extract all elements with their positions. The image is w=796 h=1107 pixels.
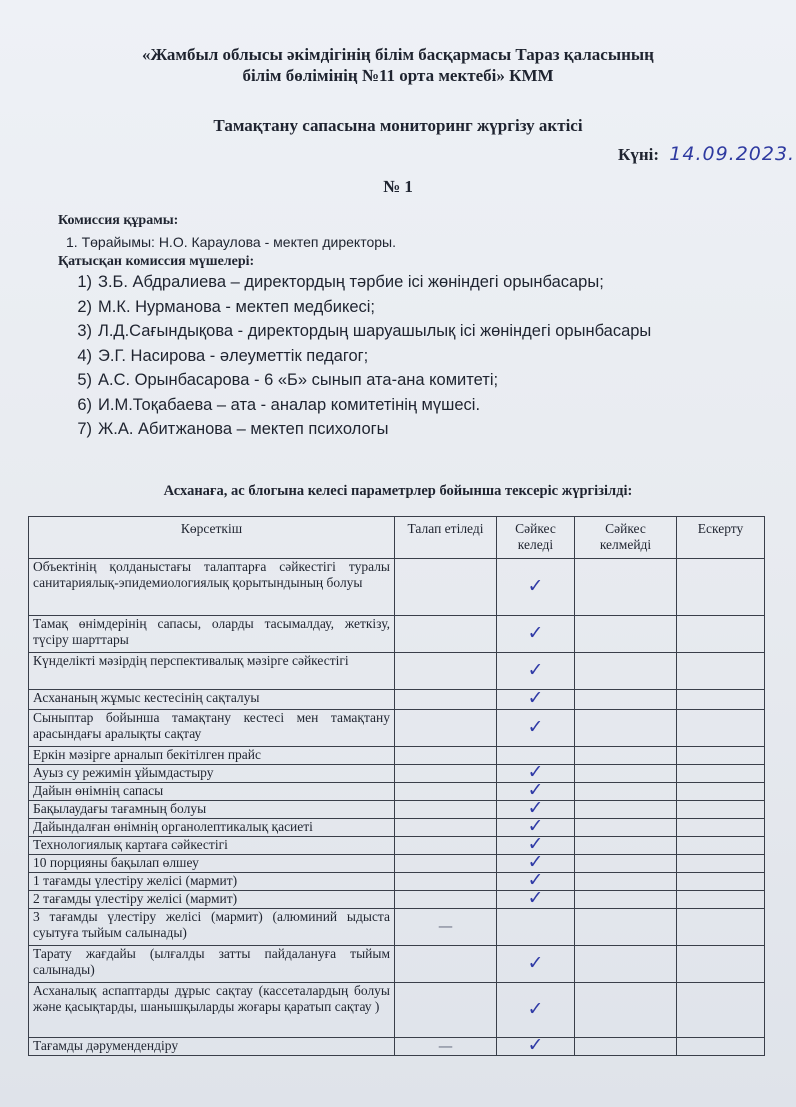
table-row <box>29 819 765 837</box>
table-body <box>29 559 765 1056</box>
match-cell <box>497 909 575 946</box>
required-cell <box>395 873 497 891</box>
checkmark-icon: ✓ <box>527 797 544 820</box>
note-cell <box>677 946 765 983</box>
nomatch-cell <box>575 983 677 1038</box>
note-cell <box>677 783 765 801</box>
note-cell <box>677 653 765 690</box>
nomatch-cell <box>575 653 677 690</box>
checkmark-icon: ✓ <box>527 621 544 644</box>
match-cell <box>497 653 575 690</box>
required-cell <box>395 983 497 1038</box>
member-item <box>60 368 651 393</box>
date-label: Күні: <box>618 145 660 164</box>
indicator-cell: Сыныптар бойынша тамақтану кестесі мен тамақтану арасындағы аралықты сақтау <box>29 710 395 747</box>
commission-chair: 1. Төрайымы: Н.О. Караулова - мектеп директоры. <box>66 234 396 250</box>
indicator-cell: Күнделікті мәзірдің перспективалық мәзірге сәйкестігі <box>29 653 395 690</box>
note-cell <box>677 819 765 837</box>
member-item <box>60 319 651 344</box>
indicator-cell: Технологиялық картаға сәйкестігі <box>29 837 395 855</box>
match-cell <box>497 710 575 747</box>
table-row <box>29 873 765 891</box>
required-cell <box>395 909 497 946</box>
note-cell <box>677 747 765 765</box>
table-row <box>29 891 765 909</box>
organization-title-line1: «Жамбыл облысы әкімдігінің білім басқармасы Тараз қаласының <box>142 45 654 64</box>
required-cell <box>395 837 497 855</box>
member-number: 3) <box>77 322 92 340</box>
required-cell <box>395 891 497 909</box>
required-cell <box>395 1038 497 1056</box>
note-cell <box>677 710 765 747</box>
members-label: Қатысқан комиссия мүшелері: <box>58 254 255 269</box>
indicator-cell: Объектінің қолданыстағы талаптарға сәйкестігі туралы санитариялық-эпидемиологиялық қорытындының болуы <box>29 559 395 616</box>
dash-mark: — <box>438 917 453 936</box>
match-cell <box>497 1034 575 1057</box>
note-cell <box>677 873 765 891</box>
checkmark-icon: ✓ <box>527 997 544 1020</box>
match-cell <box>497 983 575 1038</box>
note-cell <box>677 801 765 819</box>
member-item <box>60 270 651 295</box>
indicator-cell: Тарату жағдайы (ылғалды затты пайдалануға тыйым салынады) <box>29 946 395 983</box>
note-cell <box>677 765 765 783</box>
nomatch-cell <box>575 783 677 801</box>
checkmark-icon: ✓ <box>527 833 544 856</box>
table-row <box>29 1038 765 1056</box>
nomatch-cell <box>575 891 677 909</box>
nomatch-cell <box>575 946 677 983</box>
members-list <box>60 270 651 442</box>
note-cell <box>677 909 765 946</box>
table-row <box>29 983 765 1038</box>
checkmark-icon: ✓ <box>527 761 544 784</box>
table-row <box>29 710 765 747</box>
indicator-cell: Ауыз су режимін ұйымдастыру <box>29 765 395 783</box>
member-number: 6) <box>77 395 92 414</box>
nomatch-cell <box>575 837 677 855</box>
checkmark-icon: ✓ <box>527 1034 544 1057</box>
nomatch-cell <box>575 819 677 837</box>
member-text: Э.Г. Насирова - әлеуметтік педагог; <box>98 346 369 365</box>
checkmark-icon: ✓ <box>527 658 544 681</box>
member-text: З.Б. Абдралиева – директордың тәрбие ісі жөніндегі орынбасары; <box>98 273 604 291</box>
table-row <box>29 690 765 710</box>
required-cell <box>395 855 497 873</box>
act-number: № 1 <box>383 177 413 196</box>
match-cell <box>497 559 575 616</box>
indicator-cell: Тағамды дәрумендендіру <box>29 1038 395 1056</box>
indicator-cell: Бақылаудағы тағамның болуы <box>29 801 395 819</box>
member-text: Л.Д.Сағындықова - директордың шаруашылық ісі жөніндегі орынбасары <box>98 322 652 340</box>
note-cell <box>677 1038 765 1056</box>
indicator-cell: 2 тағамды үлестіру желісі (мармит) <box>29 891 395 909</box>
table-row <box>29 653 765 690</box>
act-title: Тамақтану сапасына мониторинг жүргізу актісі <box>213 116 583 135</box>
checkmark-icon: ✓ <box>527 815 544 838</box>
date-value-handwritten: 14.09.2023. <box>669 143 796 165</box>
note-cell <box>677 616 765 653</box>
required-cell <box>395 783 497 801</box>
inspection-table <box>28 516 765 1056</box>
indicator-cell: Асханалық аспаптарды дұрыс сақтау (кассеталардың болуы және қасықтарды, шанышқыларды жоғары қаратып сақтау ) <box>29 983 395 1038</box>
checkmark-icon: ✓ <box>527 715 544 738</box>
nomatch-cell <box>575 690 677 710</box>
note-cell <box>677 559 765 616</box>
required-cell <box>395 765 497 783</box>
member-number: 7) <box>77 420 92 438</box>
organization-title-line2: білім бөлімінің №11 орта мектебі» КММ <box>242 66 554 85</box>
indicator-cell: 1 тағамды үлестіру желісі (мармит) <box>29 873 395 891</box>
checkmark-icon: ✓ <box>527 869 544 892</box>
table-row <box>29 801 765 819</box>
column-header-match: Сәйкес келеді <box>497 517 575 559</box>
table-row <box>29 783 765 801</box>
checkmark-icon: ✓ <box>527 887 544 910</box>
member-number: 4) <box>77 346 92 365</box>
table-row <box>29 765 765 783</box>
checkmark-icon: ✓ <box>527 687 544 710</box>
note-cell <box>677 983 765 1038</box>
indicator-cell: 10 порцияны бақылап өлшеу <box>29 855 395 873</box>
table-row <box>29 559 765 616</box>
indicator-cell: Еркін мәзірге арналып бекітілген прайс <box>29 747 395 765</box>
member-text: Ж.А. Абитжанова – мектеп психологы <box>98 420 389 438</box>
table-header-row <box>29 517 765 559</box>
required-cell <box>395 559 497 616</box>
commission-label: Комиссия құрамы: <box>58 213 179 228</box>
note-cell <box>677 837 765 855</box>
member-text: И.М.Тоқабаева – ата - аналар комитетінің мүшесі. <box>98 395 481 414</box>
member-item <box>60 295 651 320</box>
nomatch-cell <box>575 1038 677 1056</box>
dash-mark: — <box>438 1036 453 1055</box>
member-text: М.К. Нурманова - мектеп медбикесі; <box>98 297 376 316</box>
required-cell <box>395 801 497 819</box>
indicator-cell: Дайындалған өнімнің органолептикалық қасиеті <box>29 819 395 837</box>
table-row <box>29 855 765 873</box>
checkmark-icon: ✓ <box>527 851 544 874</box>
nomatch-cell <box>575 909 677 946</box>
checkmark-icon: ✓ <box>527 574 544 597</box>
match-cell <box>497 946 575 983</box>
match-cell <box>497 687 575 710</box>
member-number: 2) <box>77 297 92 316</box>
match-cell <box>497 616 575 653</box>
nomatch-cell <box>575 765 677 783</box>
indicator-cell: Дайын өнімнің сапасы <box>29 783 395 801</box>
nomatch-cell <box>575 855 677 873</box>
required-cell <box>395 653 497 690</box>
table-row <box>29 747 765 765</box>
member-number: 1) <box>77 273 92 291</box>
column-header-nomatch: Сәйкес келмейді <box>575 517 677 559</box>
required-cell <box>395 690 497 710</box>
table-row <box>29 946 765 983</box>
required-cell <box>395 710 497 747</box>
table-row <box>29 616 765 653</box>
required-cell <box>395 616 497 653</box>
column-header-indicator: Көрсеткіш <box>29 517 395 559</box>
member-item <box>60 393 651 418</box>
member-text: А.С. Орынбасарова - 6 «Б» сынып ата-ана комитеті; <box>98 371 499 389</box>
nomatch-cell <box>575 747 677 765</box>
checkmark-icon: ✓ <box>527 779 544 802</box>
table-row <box>29 837 765 855</box>
checkmark-icon: ✓ <box>527 951 544 974</box>
indicator-cell: 3 тағамды үлестіру желісі (мармит) (алюминий ыдыста суытуға тыйым салынады) <box>29 909 395 946</box>
nomatch-cell <box>575 559 677 616</box>
required-cell <box>395 819 497 837</box>
required-cell <box>395 946 497 983</box>
note-cell <box>677 891 765 909</box>
column-header-note: Ескерту <box>677 517 765 559</box>
table-caption: Асханаға, ас блогына келесі параметрлер бойынша тексеріс жүргізілді: <box>163 483 633 499</box>
column-header-required: Талап етіледі <box>395 517 497 559</box>
nomatch-cell <box>575 710 677 747</box>
table-row <box>29 909 765 946</box>
nomatch-cell <box>575 873 677 891</box>
required-cell <box>395 747 497 765</box>
member-number: 5) <box>77 371 92 389</box>
match-cell <box>497 887 575 910</box>
indicator-cell: Тамақ өнімдерінің сапасы, оларды тасымалдау, жеткізу, түсіру шарттары <box>29 616 395 653</box>
nomatch-cell <box>575 801 677 819</box>
note-cell <box>677 855 765 873</box>
date-field <box>618 143 795 165</box>
note-cell <box>677 690 765 710</box>
nomatch-cell <box>575 616 677 653</box>
member-item <box>60 417 651 442</box>
member-item <box>60 344 651 369</box>
indicator-cell: Асхананың жұмыс кестесінің сақталуы <box>29 690 395 710</box>
